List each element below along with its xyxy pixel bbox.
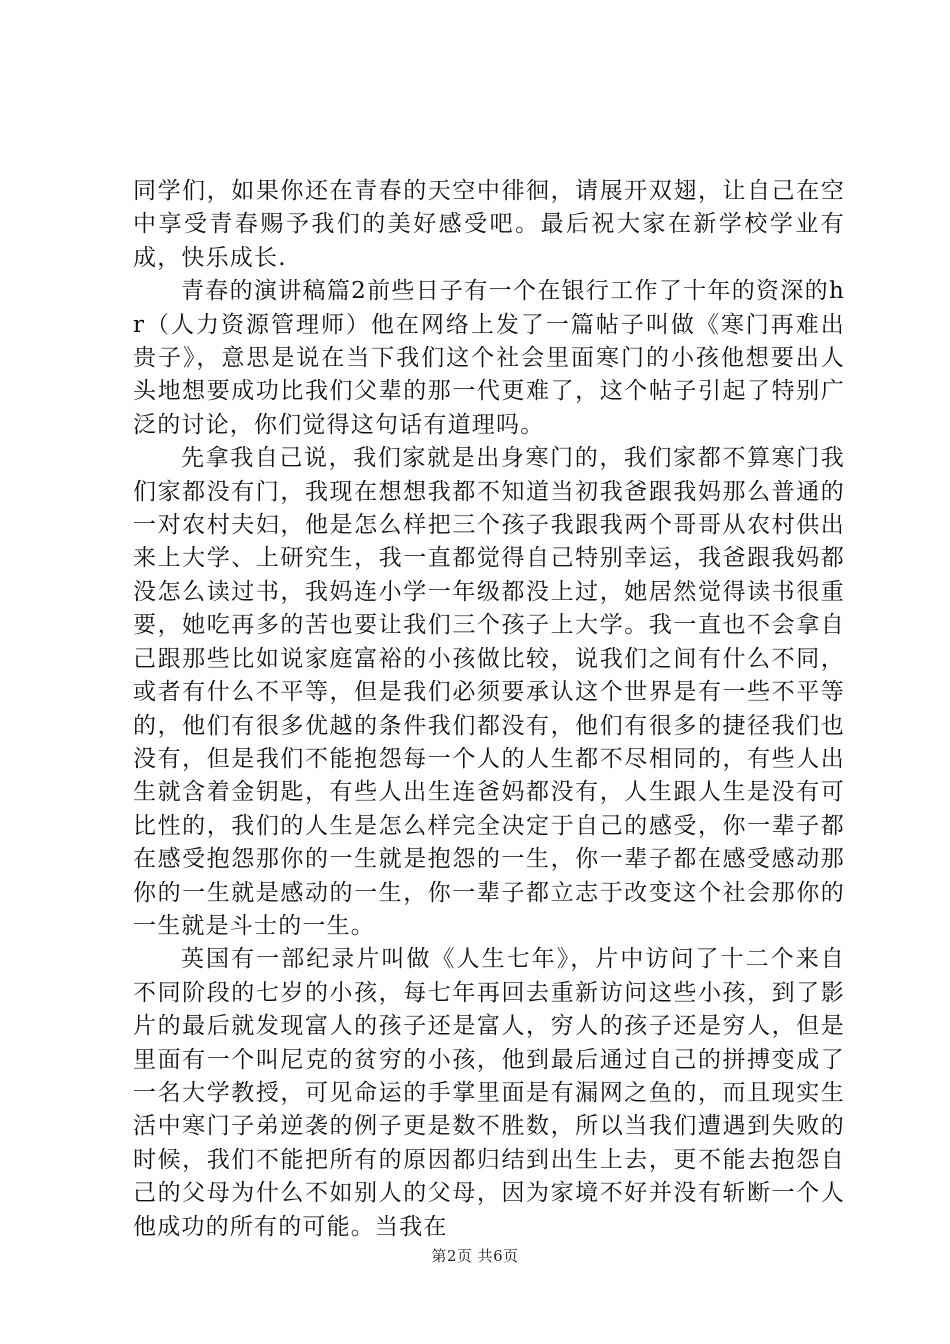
paragraph-4: 英国有一部纪录片叫做《人生七年》，片中访问了十二个来自不同阶段的七岁的小孩，每七年再回去重新访问这些小孩，到了影片的最后就发现富人的孩子还是富人，穷人的孩子还是穷人，但是里面有一个叫尼克的贫穷的小孩，他到最后通过自己的拼搏变成了一名大学教授，可见命运的手掌里面是有漏网之鱼的，而且现实生活中寒门子弟逆袭的例子更是数不胜数，所以当我们遭遇到失败的时候，我们不能把所有的原因都归结到出生上去，更不能去抱怨自己的父母为什么不如别人的父母，因为家境不好并没有斩断一个人他成功的所有的可能。当我在: [133, 946, 845, 1240]
page-number-footer: 第2页 共6页: [431, 1247, 519, 1265]
paragraph-2: 青春的演讲稿篇2前些日子有一个在银行工作了十年的资深的hr（人力资源管理师）他在网络上发了一篇帖子叫做《寒门再难出贵子》，意思是说在当下我们这个社会里面寒门的小孩他想要出人头地想要成功比我们父辈的那一代更难了，这个帖子引起了特别广泛的讨论，你们觉得这句话有道理吗。: [133, 278, 845, 438]
paragraph-1: 同学们，如果你还在青春的天空中徘徊，请展开双翅，让自己在空中享受青春赐予我们的美好感受吧。最后祝大家在新学校学业有成，快乐成长.: [133, 178, 845, 271]
paragraph-3: 先拿我自己说，我们家就是出身寒门的，我们家都不算寒门我们家都没有门，我现在想想我都不知道当初我爸跟我妈那么普通的一对农村夫妇，他是怎么样把三个孩子我跟我两个哥哥从农村供出来上大学、上研究生，我一直都觉得自己特别幸运，我爸跟我妈都没怎么读过书，我妈连小学一年级都没上过，她居然觉得读书很重要，她吃再多的苦也要让我们三个孩子上大学。我一直也不会拿自己跟那些比如说家庭富裕的小孩做比较，说我们之间有什么不同，或者有什么不平等，但是我们必须要承认这个世界是有一些不平等的，他们有很多优越的条件我们都没有，他们有很多的捷径我们也没有，但是我们不能抱怨每一个人的人生都不尽相同的，有些人出生就含着金钥匙，有些人出生连爸妈都没有，人生跟人生是没有可比性的，我们的人生是怎么样完全决定于自己的感受，你一辈子都在感受抱怨那你的一生就是抱怨的一生，你一辈子都在感受感动那你的一生就是感动的一生，你一辈子都立志于改变这个社会那你的一生就是斗士的一生。: [133, 445, 845, 939]
document-body: [133, 175, 845, 1244]
